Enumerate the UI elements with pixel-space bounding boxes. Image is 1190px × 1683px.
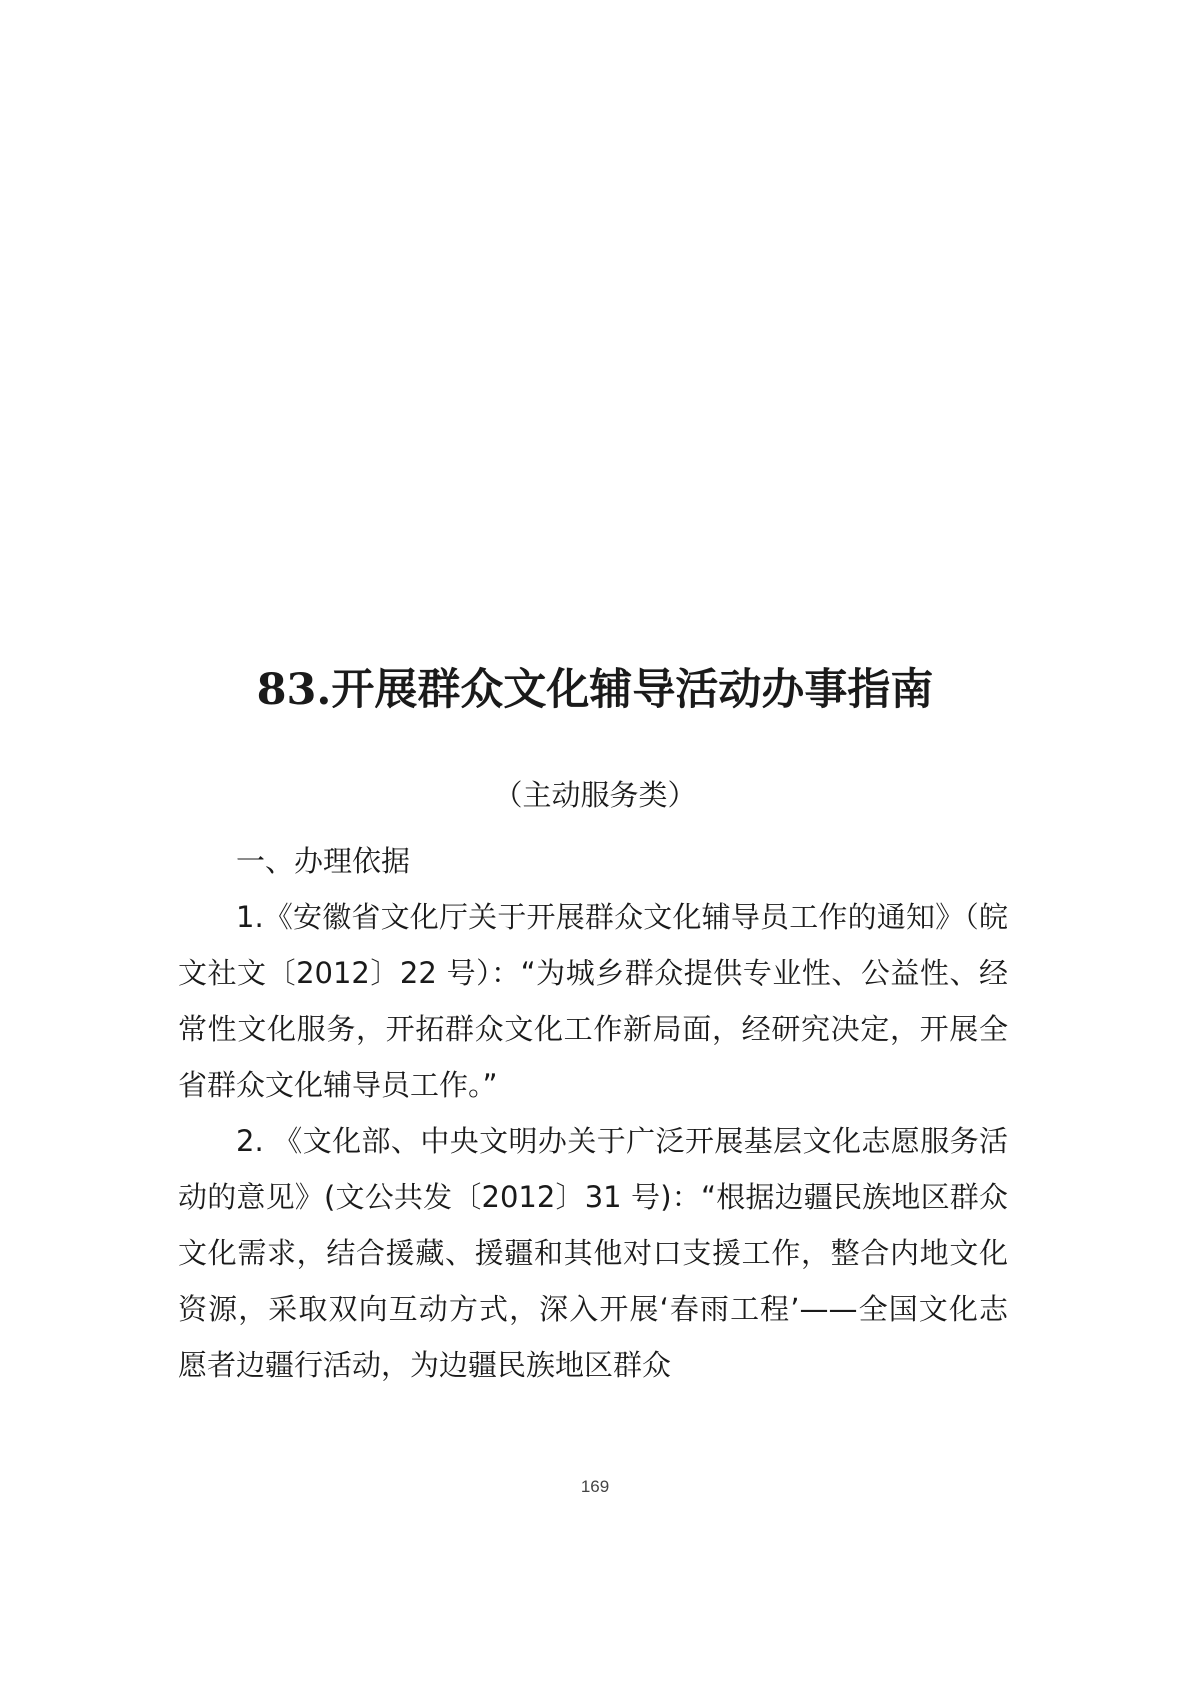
page-number: 169 — [580, 1477, 610, 1496]
paragraph-2: 2. 《文化部、中央文明办关于广泛开展基层文化志愿服务活动的意见》(文公共发〔2012〕31 号)：“根据边疆民族地区群众文化需求，结合援藏、援疆和其他对口支援工作，整合内地文化资源，采取双向互动方式，深入开展‘春雨工程’——全国文化志愿者边疆行活动，为边疆民族地区群众 — [178, 1124, 1008, 1382]
document-body — [178, 833, 1008, 1393]
document-category: （主动服务类） — [493, 778, 697, 812]
paragraph-1: 1.《安徽省文化厅关于开展群众文化辅导员工作的通知》（皖文社文〔2012〕22 号）：“为城乡群众提供专业性、公益性、经常性文化服务，开拓群众文化工作新局面，经研究决定，开展全省群众文化辅导员工作。” — [178, 900, 1008, 1102]
section-heading: 一、办理依据 — [236, 844, 411, 878]
page-title: 83.开展群众文化辅导活动办事指南 — [256, 665, 934, 715]
